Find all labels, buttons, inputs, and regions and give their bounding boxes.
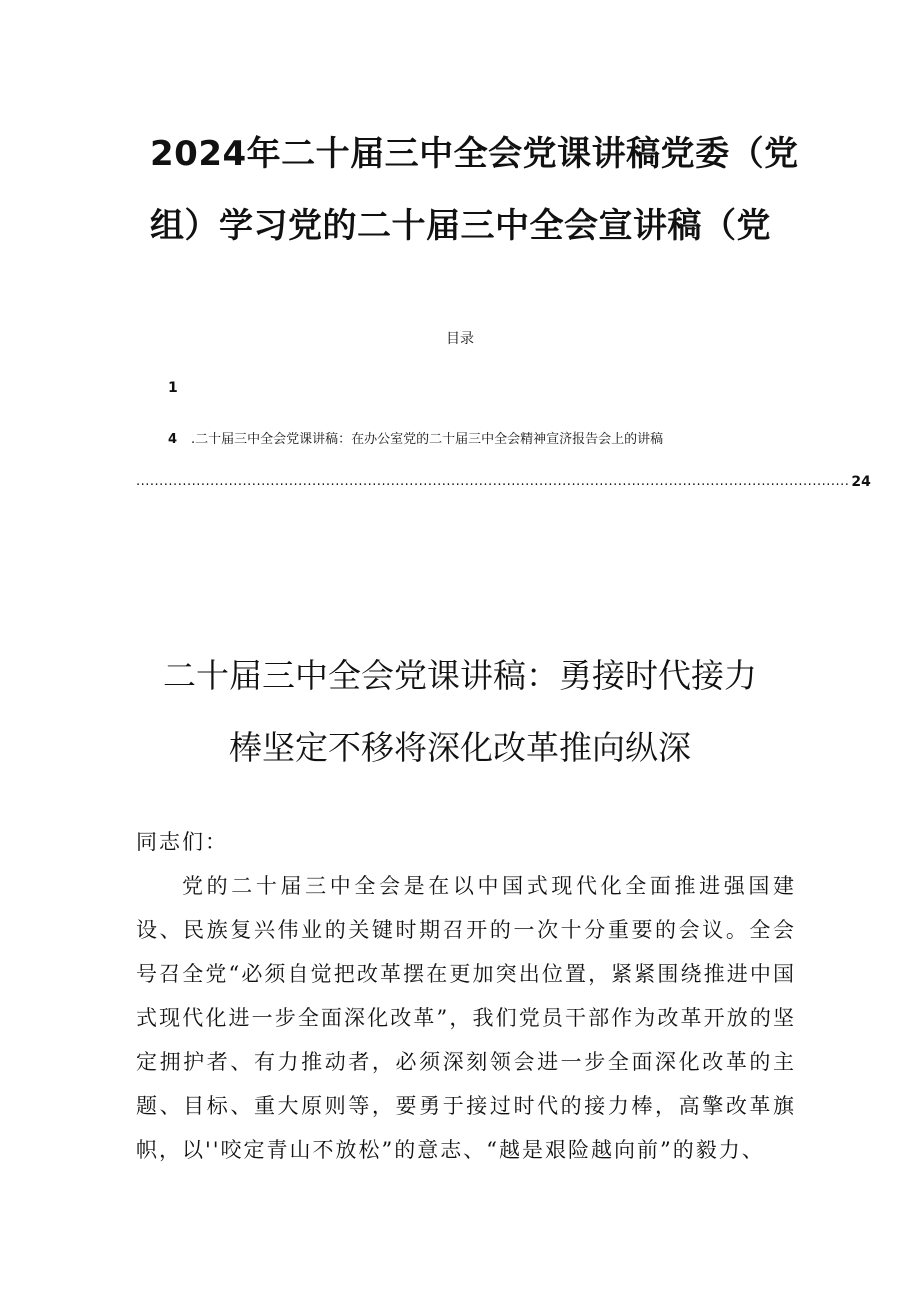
- document-title-line-1: 2024年二十届三中全会党课讲稿党委（党: [150, 134, 799, 174]
- toc-item-2-number: 4: [168, 432, 178, 447]
- toc-leader-row[interactable]: [136, 470, 871, 490]
- toc-heading: 目录: [446, 331, 474, 347]
- document-title-line-2: 组）学习党的二十届三中全会宣讲稿（党: [150, 206, 771, 246]
- toc-item-2-text: .二十届三中全会党课讲稿：在办公室党的二十届三中全会精神宣济报告会上的讲稿: [191, 432, 664, 447]
- lecture-title-line-2: 棒坚定不移将深化改革推向纵深: [229, 728, 691, 767]
- paragraph-1: 党的二十届三中全会是在以中国式现代化全面推进强国建设、民族复兴伟业的关键时期召开的一次十分重要的会议。全会号召全党“必须自觉把改革摆在更加突出位置，紧紧围绕推进中国式现代化进一步全面深化改革”，我们党员干部作为改革开放的坚定拥护者、有力推动者，必须深刻领会进一步全面深化改革的主题、目标、重大原则等，要勇于接过时代的接力棒，高擎改革旗帜，以''咬定青山不放松”的意志、“越是艰险越向前”的毅力、: [136, 874, 796, 1162]
- toc-item-1-number[interactable]: 1: [168, 380, 178, 396]
- toc-item-2[interactable]: [168, 428, 663, 447]
- document-title: [150, 118, 799, 262]
- greeting: 同志们：: [136, 830, 228, 854]
- lecture-title-line-1: 二十届三中全会党课讲稿：勇接时代接力: [163, 656, 757, 695]
- lecture-title: [130, 640, 790, 784]
- toc-leader-dots: ..........................................................................................................................................................: [136, 474, 850, 489]
- lecture-body: [136, 820, 796, 1172]
- toc-page-number: 24: [851, 474, 871, 490]
